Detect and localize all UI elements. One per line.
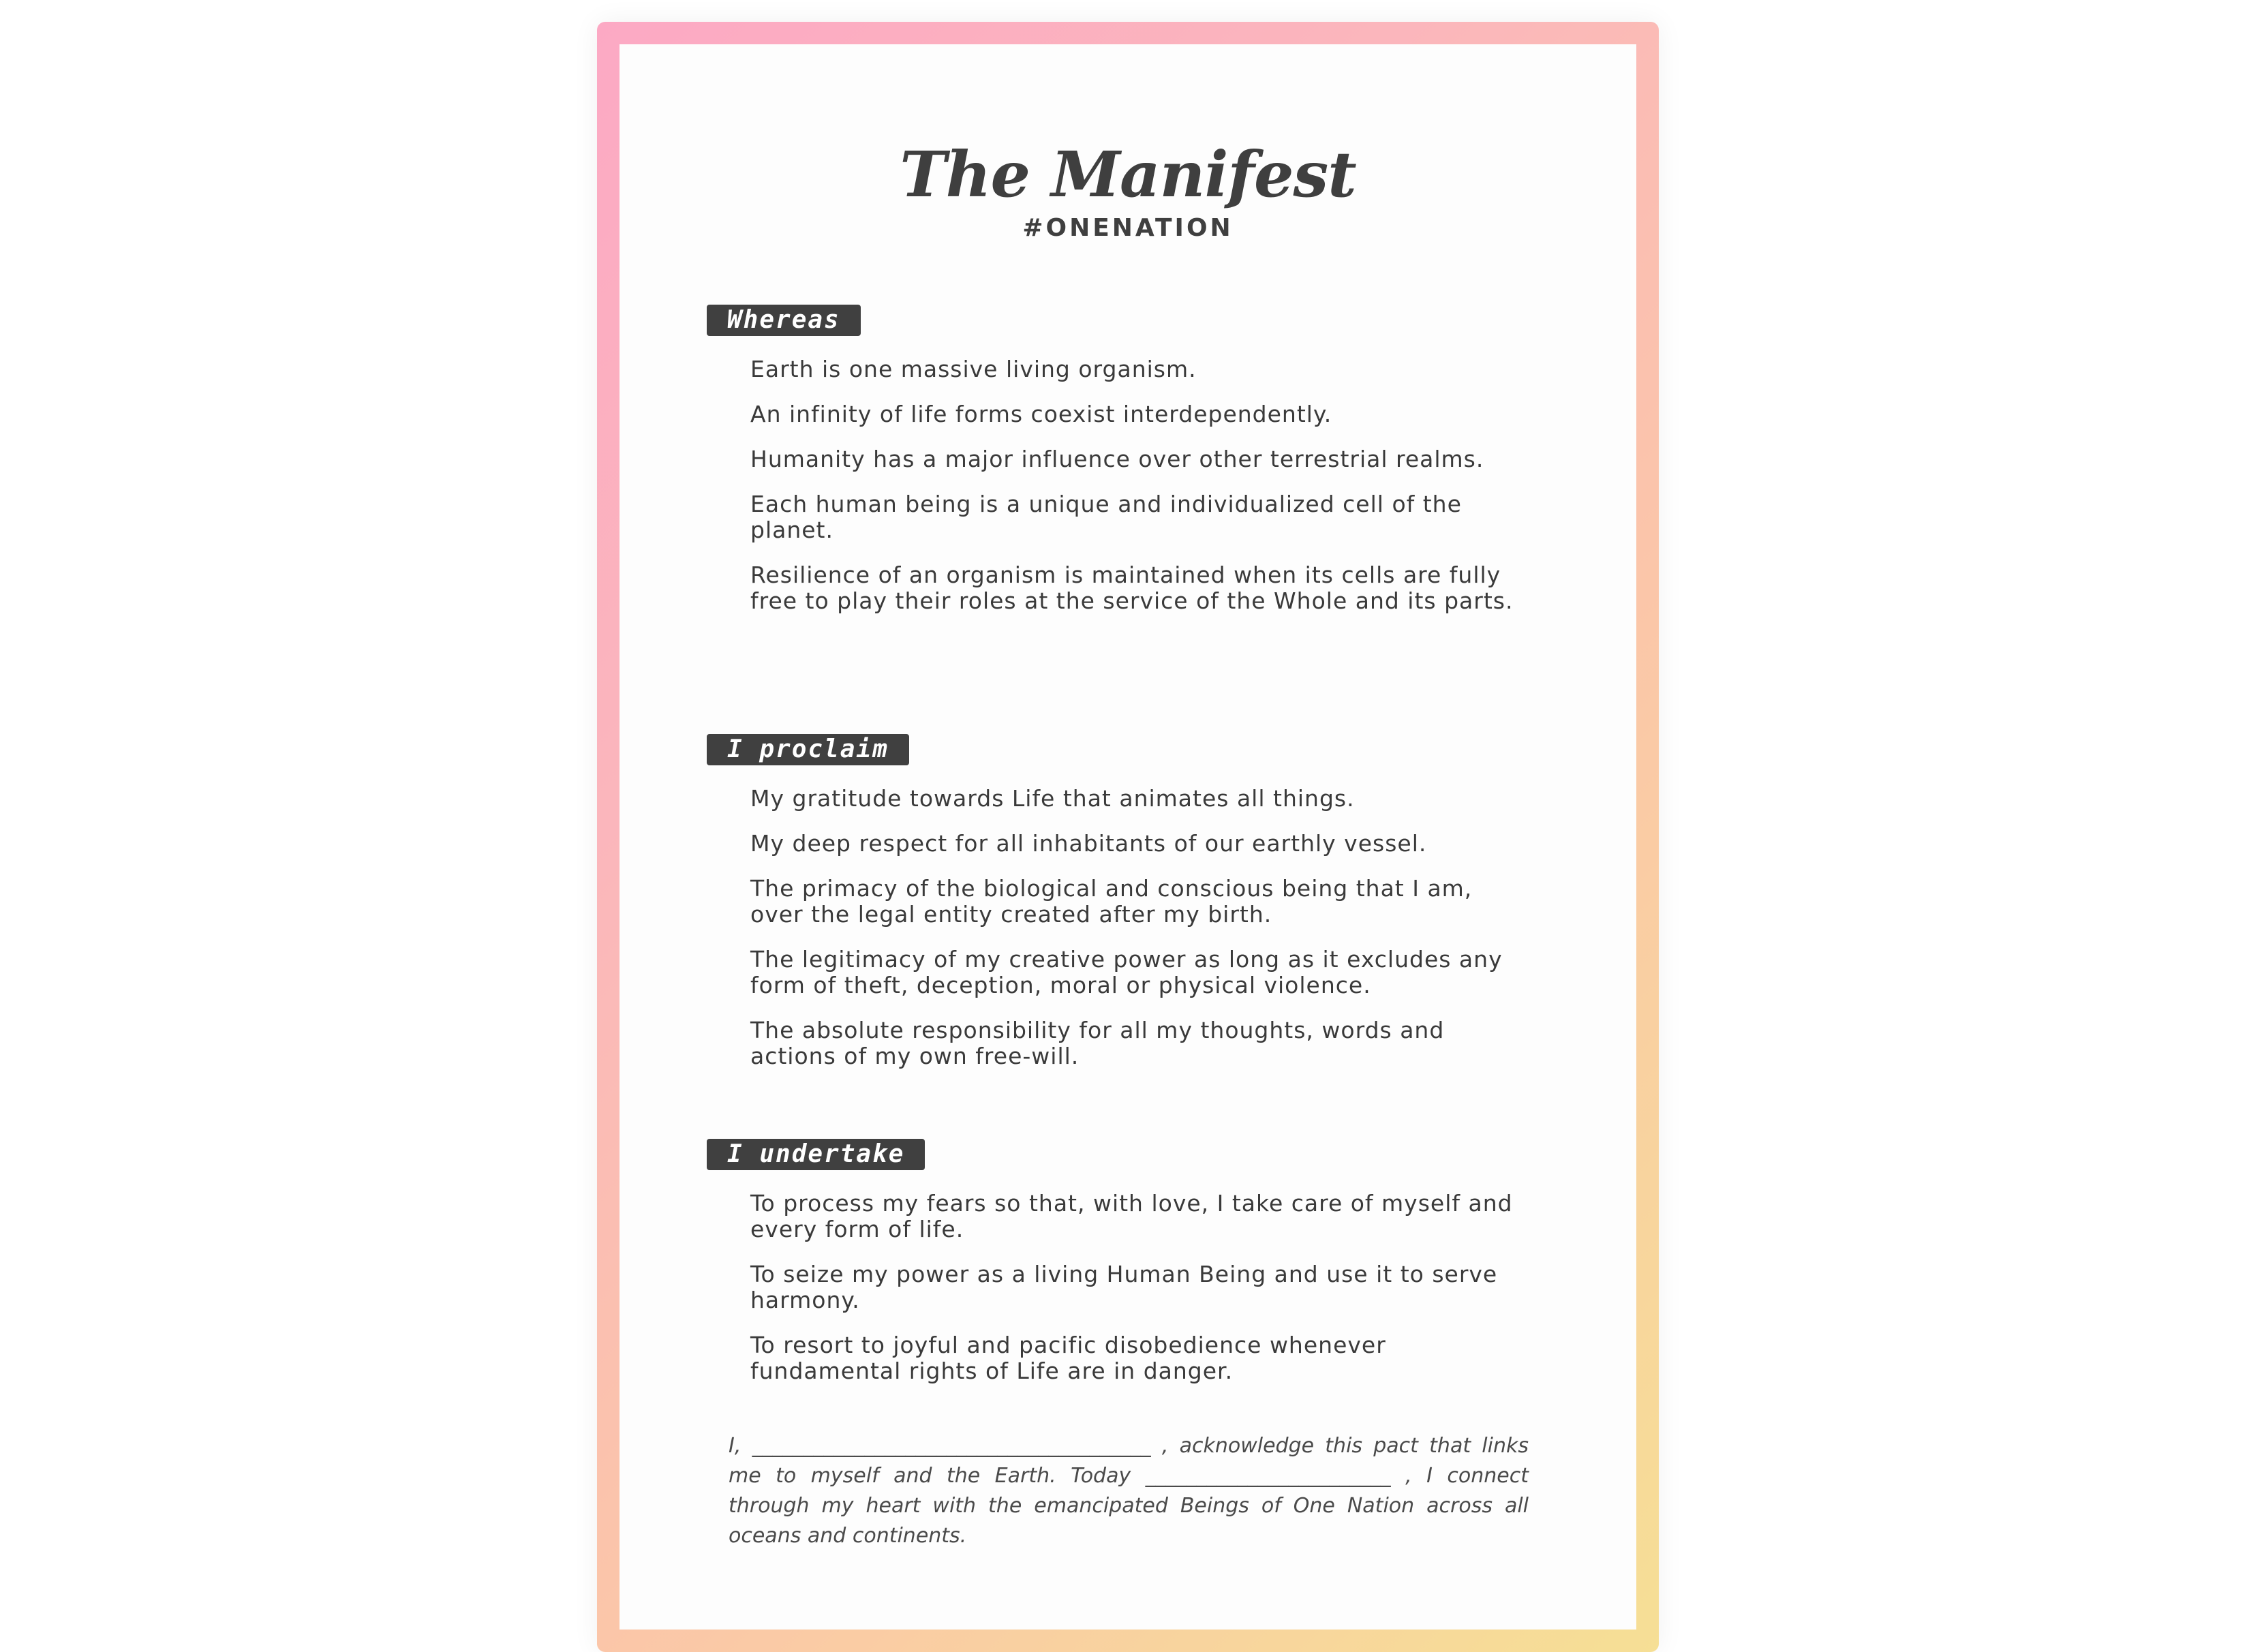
section-heading-i-undertake: I undertake xyxy=(707,1139,925,1170)
list-item: Each human being is a unique and individualized cell of the planet. xyxy=(750,491,1462,543)
list-item: The legitimacy of my creative power as long as it excludes any form of theft, deception, moral or physical violence. xyxy=(750,946,1503,998)
manifest-paper xyxy=(619,44,1636,1630)
hashtag-subtitle: #ONENATION xyxy=(1022,214,1234,242)
proclaim-list xyxy=(707,786,1514,1069)
list-item: Humanity has a major influence over other terrestrial realms. xyxy=(750,446,1484,472)
undertake-list xyxy=(707,1191,1514,1384)
section-i-undertake xyxy=(707,1139,1525,1384)
section-heading-whereas: Whereas xyxy=(707,305,861,336)
list-item: My gratitude towards Life that animates all things. xyxy=(750,785,1355,812)
pledge-paragraph: I, _______________________________________ , acknowledge this pact that links me to myself and the Earth. Today ________________________ , I connect through my heart with the emancipated Beings of One Nation across all oceans and continents. xyxy=(729,1434,1529,1548)
list-item: To resort to joyful and pacific disobedience whenever fundamental rights of Life are in danger. xyxy=(750,1332,1386,1384)
list-item: To seize my power as a living Human Being and use it to serve harmony. xyxy=(750,1261,1498,1313)
section-whereas xyxy=(707,305,1525,614)
list-item: The absolute responsibility for all my thoughts, words and actions of my own free-will. xyxy=(750,1017,1445,1069)
list-item: To process my fears so that, with love, I take care of myself and every form of life. xyxy=(750,1190,1513,1242)
page-title: The Manifest xyxy=(900,138,1356,211)
gradient-frame xyxy=(597,22,1659,1652)
list-item: My deep respect for all inhabitants of our earthly vessel. xyxy=(750,830,1427,857)
section-heading-i-proclaim: I proclaim xyxy=(707,734,909,765)
whereas-list xyxy=(707,356,1514,614)
list-item: Earth is one massive living organism. xyxy=(750,356,1197,382)
list-item: The primacy of the biological and conscious being that I am, over the legal entity created after my birth. xyxy=(750,875,1473,928)
list-item: An infinity of life forms coexist interdependently. xyxy=(750,401,1332,427)
list-item: Resilience of an organism is maintained when its cells are fully free to play their roles at the service of the Whole and its parts. xyxy=(750,562,1514,614)
section-i-proclaim xyxy=(707,734,1525,1069)
